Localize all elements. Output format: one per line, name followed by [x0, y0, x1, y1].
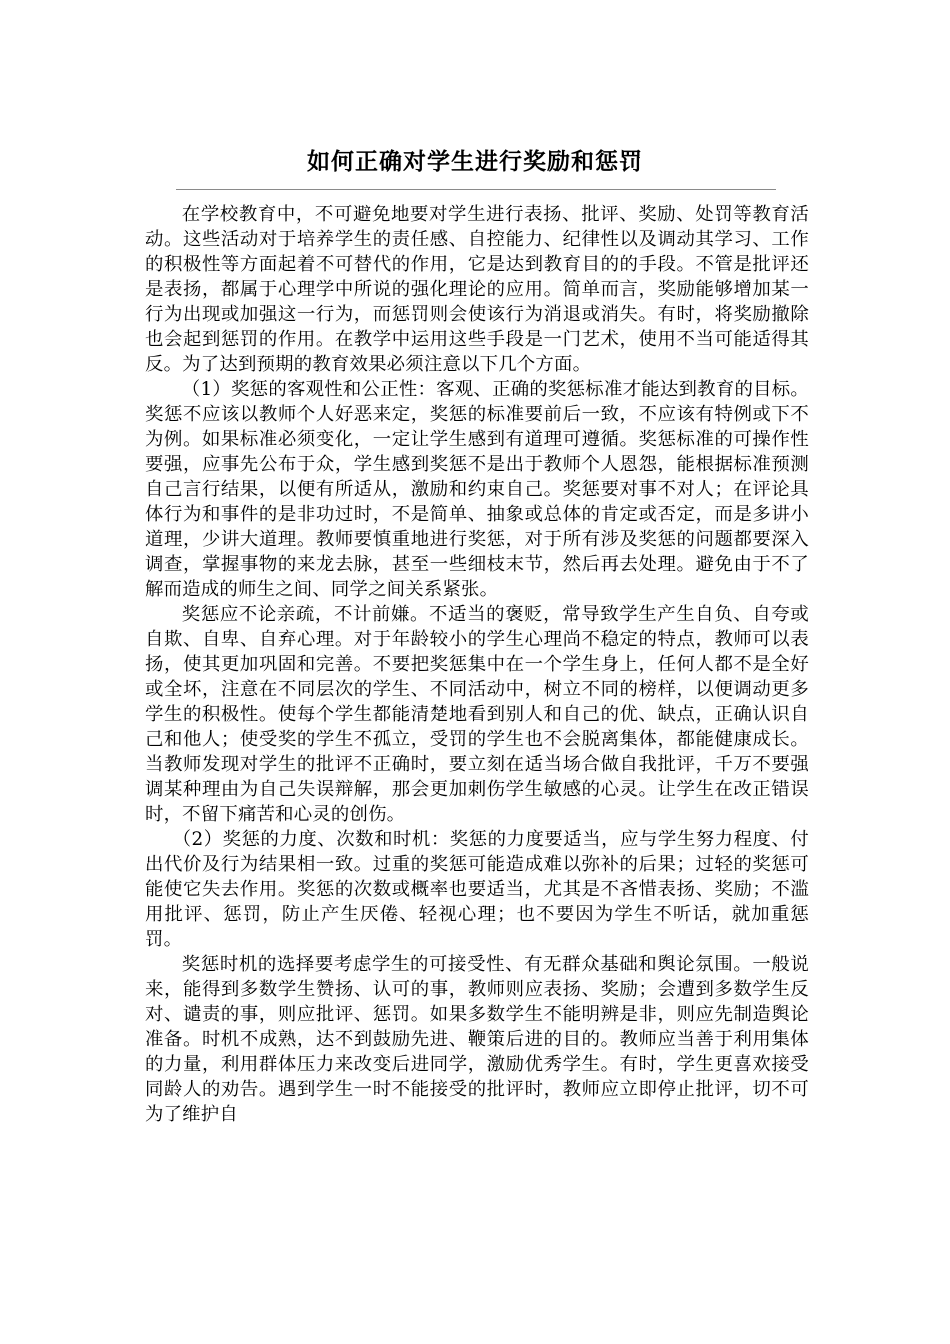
document-title: 如何正确对学生进行奖励和惩罚	[307, 148, 643, 175]
document-body	[145, 202, 809, 1127]
paragraph-intro: 在学校教育中，不可避免地要对学生进行表扬、批评、奖励、处罚等教育活动。这些活动对于培养学生的责任感、自控能力、纪律性以及调动其学习、工作的积极性等方面起着不可替代的作用，它是达到教育目的的手段。不管是批评还是表扬，都属于心理学中所说的强化理论的应用。简单而言，奖励能够增加某一行为出现或加强这一行为，而惩罚则会使该行为消退或消失。有时，将奖励撤除也会起到惩罚的作用。在教学中运用这些手段是一门艺术，使用不当可能适得其反。为了达到预期的教育效果必须注意以下几个方面。	[145, 204, 809, 375]
paragraph-intensity: （2）奖惩的力度、次数和时机：奖惩的力度要适当，应与学生努力程度、付出代价及行为结果相一致。过重的奖惩可能造成难以弥补的后果；过轻的奖惩可能使它失去作用。奖惩的次数或概率也要适当，尤其是不吝惜表扬、奖励；不滥用批评、惩罚，防止产生厌倦、轻视心理；也不要因为学生不听话，就加重惩罚。	[145, 829, 809, 950]
paragraph-objectivity: （1）奖惩的客观性和公正性：客观、正确的奖惩标准才能达到教育的目标。奖惩不应该以教师个人好恶来定，奖惩的标准要前后一致，不应该有特例或下不为例。如果标准必须变化，一定让学生感到有道理可遵循。奖惩标准的可操作性要强，应事先公布于众，学生感到奖惩不是出于教师个人恩怨，能根据标准预测自己言行结果，以便有所适从，激励和约束自己。奖惩要对事不对人；在评论具体行为和事件的是非功过时，不是简单、抽象或总体的肯定或否定，而是多讲小道理，少讲大道理。教师要慎重地进行奖惩，对于所有涉及奖惩的问题都要深入调查，掌握事物的来龙去脉，甚至一些细枝末节，然后再去处理。避免由于不了解而造成的师生之间、同学之间关系紧张。	[145, 379, 809, 600]
paragraph-impartiality: 奖惩应不论亲疏，不计前嫌。不适当的褒贬，常导致学生产生自负、自夸或自欺、自卑、自弃心理。对于年龄较小的学生心理尚不稳定的特点，教师可以表扬，使其更加巩固和完善。不要把奖惩集中在一个学生身上，任何人都不是全好或全坏，注意在不同层次的学生、不同活动中，树立不同的榜样，以便调动更多学生的积极性。使每个学生都能清楚地看到别人和自己的优、缺点，正确认识自己和他人；使受奖的学生不孤立，受罚的学生也不会脱离集体，都能健康成长。当教师发现对学生的批评不正确时，要立刻在适当场合做自我批评，千万不要强调某种理由为自己失误辩解，那会更加刺伤学生敏感的心灵。让学生在改正错误时，不留下痛苦和心灵的创伤。	[145, 604, 809, 825]
paragraph-timing: 奖惩时机的选择要考虑学生的可接受性、有无群众基础和舆论氛围。一般说来，能得到多数学生赞扬、认可的事，教师则应表扬、奖励；会遭到多数学生反对、谴责的事，则应批评、惩罚。如果多数学生不能明辨是非，则应先制造舆论准备。时机不成熟，达不到鼓励先进、鞭策后进的目的。教师应当善于利用集体的力量，利用群体压力来改变后进同学，激励优秀学生。有时，学生更喜欢接受同龄人的劝告。遇到学生一时不能接受的批评时，教师应立即停止批评，切不可为了维护自	[145, 954, 809, 1125]
title-divider	[176, 189, 776, 190]
